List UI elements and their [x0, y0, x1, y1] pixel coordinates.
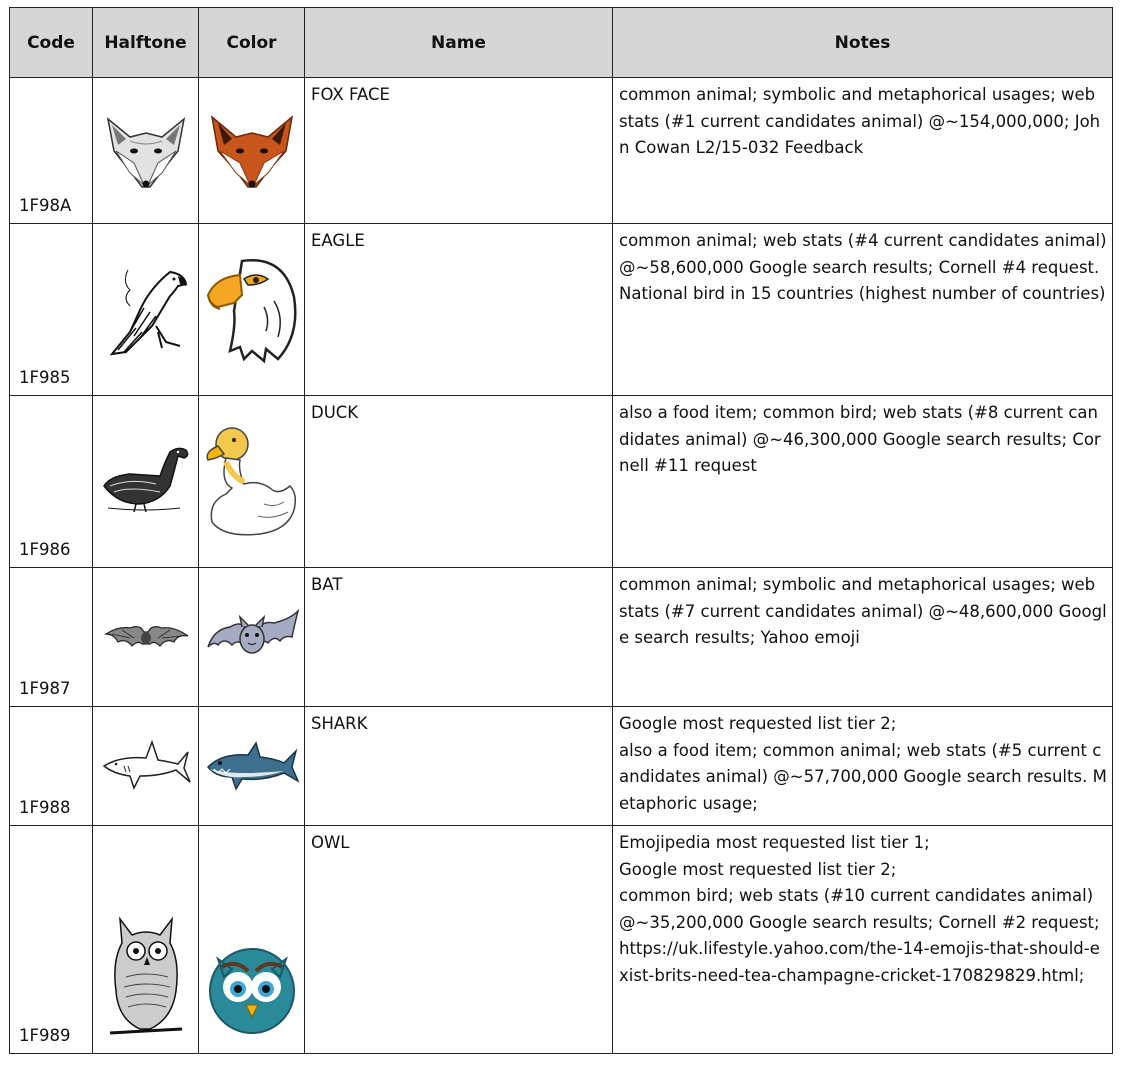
table-row [10, 78, 1113, 224]
header-name: Name [305, 8, 613, 78]
note-line: also a food item; common bird; web stats (#8 current candidates animal) @~46,300,000 Google search results; Cornell #11 request [619, 403, 1101, 475]
note-line: common animal; web stats (#4 current candidates animal) @~58,600,000 Google search results; Cornell #4 request. National bird in 15 countries (highest number of countries) [619, 231, 1107, 303]
halftone-cell [93, 707, 199, 826]
note-line: Google most requested list tier 2; [619, 714, 897, 733]
note-line: Emojipedia most requested list tier 1; [619, 833, 930, 852]
eagle-color-icon [204, 255, 300, 365]
name-cell: SHARK [305, 707, 613, 826]
note-line: https://uk.lifestyle.yahoo.com/the-14-emojis-that-should-exist-brits-need-tea-champagne-cricket-170829829.html; [619, 939, 1100, 985]
header-color: Color [199, 8, 305, 78]
notes-cell [613, 78, 1113, 224]
color-cell [199, 568, 305, 707]
bat-color-icon [204, 607, 300, 667]
notes-cell [613, 826, 1113, 1054]
duck-color-icon [204, 422, 300, 542]
code-cell: 1F986 [10, 396, 93, 568]
table-row [10, 396, 1113, 568]
eagle-halftone-icon [100, 262, 192, 358]
header-code: Code [10, 8, 93, 78]
halftone-cell [93, 568, 199, 707]
halftone-cell [93, 396, 199, 568]
emoji-candidates-table [9, 7, 1113, 1054]
note-line: common animal; symbolic and metaphorical usages; web stats (#1 current candidates animal) @~154,000,000; John Cowan L2/15-032 Feedback [619, 85, 1101, 157]
halftone-cell [93, 826, 199, 1054]
halftone-cell [93, 224, 199, 396]
table-row [10, 568, 1113, 707]
duck-halftone-icon [100, 442, 192, 522]
name-cell: OWL [305, 826, 613, 1054]
name-cell: FOX FACE [305, 78, 613, 224]
shark-color-icon [204, 741, 300, 791]
code-cell: 1F987 [10, 568, 93, 707]
owl-color-icon [204, 939, 300, 1035]
note-line: common bird; web stats (#10 current candidates animal) @~35,200,000 Google search results; Cornell #2 request; [619, 886, 1100, 932]
notes-cell [613, 396, 1113, 568]
notes-cell [613, 707, 1113, 826]
table-row [10, 826, 1113, 1054]
code-cell: 1F985 [10, 224, 93, 396]
table-body [10, 78, 1113, 1054]
halftone-cell [93, 78, 199, 224]
color-cell [199, 707, 305, 826]
fox-face-halftone-icon [100, 111, 192, 191]
color-cell [199, 78, 305, 224]
notes-cell [613, 224, 1113, 396]
shark-halftone-icon [100, 736, 192, 796]
bat-halftone-icon [100, 612, 192, 662]
color-cell [199, 396, 305, 568]
name-cell: EAGLE [305, 224, 613, 396]
table-row [10, 224, 1113, 396]
color-cell [199, 224, 305, 396]
code-cell: 1F98A [10, 78, 93, 224]
owl-halftone-icon [100, 911, 192, 1041]
header-row [10, 8, 1113, 78]
name-cell: DUCK [305, 396, 613, 568]
header-halftone: Halftone [93, 8, 199, 78]
color-cell [199, 826, 305, 1054]
header-notes: Notes [613, 8, 1113, 78]
fox-face-color-icon [206, 111, 298, 191]
note-line: also a food item; common animal; web stats (#5 current candidates animal) @~57,700,000 Google search results. Metaphoric usage; [619, 740, 1107, 813]
code-cell: 1F989 [10, 826, 93, 1054]
notes-cell [613, 568, 1113, 707]
name-cell: BAT [305, 568, 613, 707]
table-header [10, 8, 1113, 78]
note-line: Google most requested list tier 2; [619, 859, 897, 879]
code-cell: 1F988 [10, 707, 93, 826]
note-line: common animal; symbolic and metaphorical usages; web stats (#7 current candidates animal) @~48,600,000 Google search results; Yahoo emoji [619, 575, 1107, 647]
table-row [10, 707, 1113, 826]
